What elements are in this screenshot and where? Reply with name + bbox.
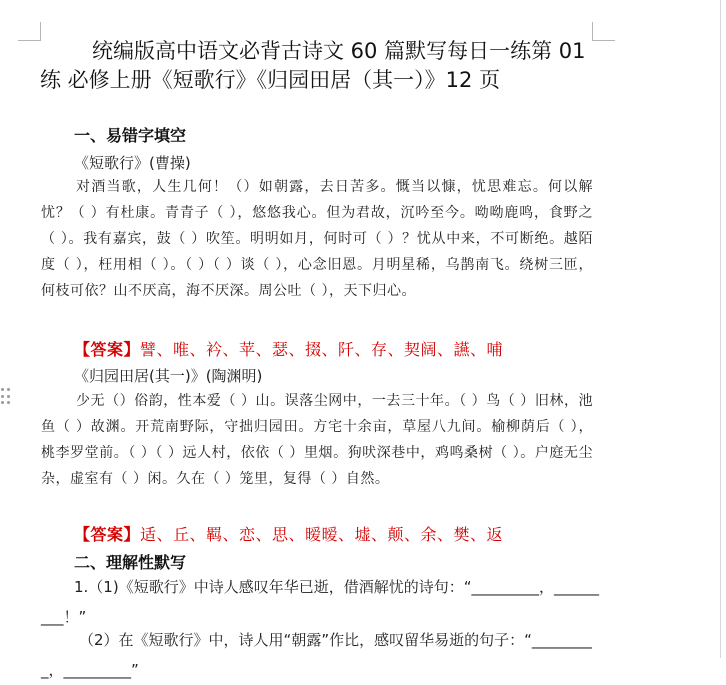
answer-tag: 【答案】 (74, 525, 141, 544)
poem-title-duangexing: 《短歌行》(曹操) (74, 154, 191, 172)
question-1-1: 1.（1)《短歌行》中诗人感叹年华已逝，借酒解忧的诗句：“_________，_________！” (41, 578, 599, 626)
answer-duangexing (74, 337, 503, 360)
section-heading-fill-blank: 一、易错字填空 (74, 126, 187, 145)
section-heading-comprehension: 二、理解性默写 (74, 553, 187, 572)
poem-text-duangexing: 对酒当歌，人生几何！（）如朝露，去日苦多。慨当以慷，忧思难忘。何以解忧？（ ）有杜康。青青子（ ），悠悠我心。但为君故，沉吟至今。呦呦鹿鸣，食野之（ ）。我有嘉宾，鼓（ ）吹笙。明明如月，何时可（ ）？忧从中来，不可断绝。越陌度（ ），枉用相（ ）。（ ）（ ）谈（ ），心念旧恩。月明星稀，乌鹊南飞。绕树三匝，何枝可依？山不厌高，海不厌深。周公吐（ ），天下归心。 (41, 179, 593, 299)
answer-guiyuantianju (74, 522, 503, 545)
poem-text-guiyuantianju: 少无（）俗韵，性本爱（ ）山。误落尘网中，一去三十年。（ ）鸟（ ）旧林，池鱼（ ）故渊。开荒南野际，守拙归园田。方宅十余亩，草屋八九间。榆柳荫后（ ），桃李罗堂前。（ ）（ ）远人村，依依（ ）里烟。狗吠深巷中，鸡鸣桑树（ ）。户庭无尘杂，虚室有（ ）闲。久在（ ）笼里，复得（ ）自然。 (41, 393, 593, 487)
crop-mark-top-left (18, 22, 41, 41)
answer-tag: 【答案】 (74, 340, 141, 359)
answer-text: 譬、唯、衿、苹、瑟、掇、阡、存、契阔、讌、哺 (140, 340, 504, 359)
drag-handle-icon[interactable] (1, 388, 11, 406)
document-title: 统编版高中语文必背古诗文 60 篇默写每日一练第 01 练 必修上册《短歌行》《归园田居（其一）》12 页 (40, 39, 586, 92)
page-right-edge (720, 0, 721, 658)
poem-title-guiyuantianju: 《归园田居(其一)》(陶渊明) (74, 367, 263, 385)
question-1-2: （2）在《短歌行》中，诗人用“朝露”作比，感叹留华易逝的句子：“_________，_________” (41, 631, 592, 679)
answer-text: 适、丘、羁、恋、思、暧暧、墟、颠、余、樊、返 (140, 525, 504, 544)
